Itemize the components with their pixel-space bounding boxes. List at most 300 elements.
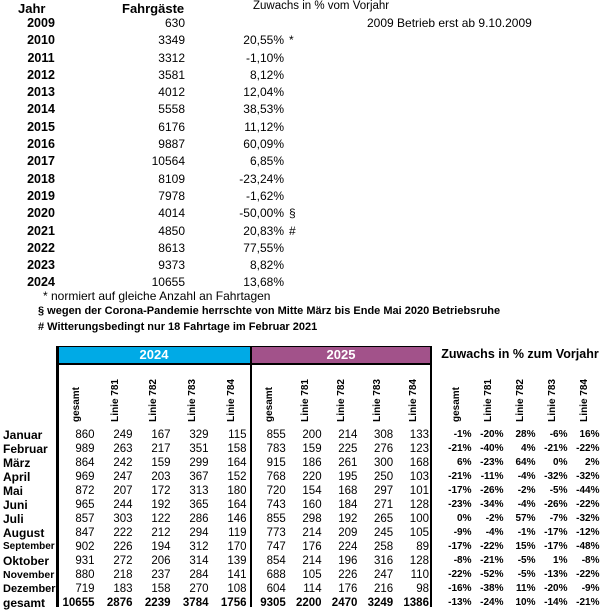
year-cell: 2010 <box>18 32 64 49</box>
growth-percent-cell: 8,12% <box>200 67 284 84</box>
yearly-row <box>0 223 600 240</box>
rotated-header-column <box>96 366 135 422</box>
passengers-cell: 8613 <box>90 240 185 257</box>
rotated-header-column <box>173 366 212 422</box>
month-label-cell: Oktober <box>3 554 56 568</box>
count-2024-cell: 294 <box>173 526 211 540</box>
line-header-2025: gesamt <box>264 387 275 422</box>
year-cell: 2020 <box>18 205 64 222</box>
column-header-zuwachs-zum-vorjahr: Zuwachs in % zum Vorjahr <box>440 346 600 365</box>
note-2009-betrieb: 2009 Betrieb erst ab 9.10.2009 <box>367 16 532 30</box>
yearly-row <box>0 84 600 101</box>
growth-percent-cell: 0% <box>441 512 473 526</box>
yearly-row <box>0 188 600 205</box>
count-2024-cell: 158 <box>135 582 173 596</box>
count-2025-cell: 214 <box>288 526 324 540</box>
yearly-row <box>0 257 600 274</box>
rotated-header-column <box>57 366 96 422</box>
count-2024-cell: 847 <box>59 526 97 540</box>
count-2025-cell: 101 <box>395 484 431 498</box>
year-cell: 2021 <box>18 223 64 240</box>
count-2024-cell: 192 <box>135 498 173 512</box>
growth-percent-cell: -1% <box>441 428 473 442</box>
count-2025-cell: 855 <box>252 512 288 526</box>
count-2024-cell: 194 <box>135 540 173 554</box>
growth-percent-cell: -13% <box>441 596 473 610</box>
growth-percent-cell: 11% <box>505 582 537 596</box>
growth-percent-cell <box>200 15 284 32</box>
growth-percent-cell: -1,10% <box>200 50 284 67</box>
yearly-row <box>0 240 600 257</box>
count-2025-cell: 154 <box>288 484 324 498</box>
count-2024-cell: 237 <box>135 568 173 582</box>
passengers-cell: 9373 <box>90 257 185 274</box>
passengers-cell: 8109 <box>90 171 185 188</box>
line-header-2024: Linie 784 <box>226 379 237 422</box>
year-cell: 2023 <box>18 257 64 274</box>
growth-percent-cell: -8% <box>441 554 473 568</box>
growth-percent-cell: 4% <box>505 442 537 456</box>
growth-percent-cell: -44% <box>569 484 600 498</box>
count-2024-cell: 263 <box>97 442 135 456</box>
count-2024-cell: 313 <box>173 484 211 498</box>
month-label-cell: Januar <box>3 428 56 442</box>
growth-percent-cell: -26% <box>537 498 569 512</box>
count-2025-cell: 216 <box>359 582 395 596</box>
growth-percent-cell: 2% <box>569 456 600 470</box>
growth-percent-cell: 12,04% <box>200 84 284 101</box>
count-2025-cell: 743 <box>252 498 288 512</box>
count-2024-cell: 329 <box>173 428 211 442</box>
year-band-2025: 2025 <box>251 346 431 365</box>
count-2025-cell: 247 <box>359 568 395 582</box>
rotated-header-column <box>504 366 536 422</box>
rotated-header-column <box>440 366 472 422</box>
count-2024-cell: 351 <box>173 442 211 456</box>
count-2024-cell: 367 <box>173 470 211 484</box>
count-2025-cell: 271 <box>359 498 395 512</box>
yearly-row <box>0 205 600 222</box>
count-2024-cell: 207 <box>97 484 135 498</box>
line-header-growth: Linie 781 <box>483 379 494 422</box>
year-cell: 2013 <box>18 84 64 101</box>
count-2024-cell: 880 <box>59 568 97 582</box>
count-2024-cell: 247 <box>97 470 135 484</box>
count-2024-cell: 864 <box>59 456 97 470</box>
monthly-row <box>0 568 600 582</box>
growth-percent-cell: -21% <box>441 470 473 484</box>
month-label-cell: November <box>3 568 56 582</box>
footnote: * normiert auf gleiche Anzahl an Fahrtagen <box>38 289 598 304</box>
count-2025-cell: 105 <box>395 526 431 540</box>
count-2024-cell: 989 <box>59 442 97 456</box>
month-label-cell: Dezember <box>3 582 56 596</box>
count-2025-cell: 133 <box>395 428 431 442</box>
passengers-cell: 10564 <box>90 153 185 170</box>
count-2025-cell: 604 <box>252 582 288 596</box>
count-2025-cell: 192 <box>324 512 360 526</box>
yearly-row <box>0 171 600 188</box>
yearly-row <box>0 136 600 153</box>
growth-percent-cell: -5% <box>505 568 537 582</box>
passengers-cell: 4014 <box>90 205 185 222</box>
line-header-2024: Linie 782 <box>148 379 159 422</box>
count-2024-cell: 203 <box>135 470 173 484</box>
count-2025-cell: 688 <box>252 568 288 582</box>
year-cell: 2019 <box>18 188 64 205</box>
growth-suffix-marker <box>289 171 307 188</box>
growth-percent-cell: -5% <box>537 484 569 498</box>
passengers-cell: 7978 <box>90 188 185 205</box>
count-2025-cell: 98 <box>395 582 431 596</box>
line-header-2025: Linie 784 <box>408 379 419 422</box>
month-label-cell: September <box>3 540 56 554</box>
count-2025-cell: 245 <box>359 526 395 540</box>
count-2024-cell: 312 <box>173 540 211 554</box>
table-border-right <box>430 346 433 607</box>
count-2024-cell: 3784 <box>173 596 211 610</box>
growth-percent-cell: -13% <box>537 568 569 582</box>
count-2025-cell: 276 <box>359 442 395 456</box>
growth-percent-cell: -32% <box>537 470 569 484</box>
count-2024-cell: 902 <box>59 540 97 554</box>
count-2024-cell: 115 <box>211 428 249 442</box>
line-header-growth: Linie 784 <box>579 379 590 422</box>
growth-percent-cell: 8,82% <box>200 257 284 274</box>
year-cell: 2016 <box>18 136 64 153</box>
growth-percent-cell: 64% <box>505 456 537 470</box>
count-2025-cell: 225 <box>324 442 360 456</box>
passengers-cell: 5558 <box>90 101 185 118</box>
column-header-zuwachs-vom-vorjahr: Zuwachs in % vom Vorjahr <box>253 0 389 12</box>
rotated-header-column <box>359 366 395 422</box>
year-cell: 2017 <box>18 153 64 170</box>
growth-percent-cell: -17% <box>441 540 473 554</box>
growth-percent-cell: 16% <box>569 428 600 442</box>
count-2024-cell: 303 <box>97 512 135 526</box>
count-2025-cell: 110 <box>395 568 431 582</box>
count-2025-cell: 768 <box>252 470 288 484</box>
monthly-row <box>0 582 600 596</box>
monthly-row <box>0 498 600 512</box>
growth-percent-cell: 57% <box>505 512 537 526</box>
line-header-2025: Linie 783 <box>372 379 383 422</box>
count-2025-cell: 114 <box>288 582 324 596</box>
monthly-row <box>0 554 600 568</box>
count-2024-cell: 119 <box>211 526 249 540</box>
passengers-cell: 4012 <box>90 84 185 101</box>
count-2025-cell: 176 <box>324 582 360 596</box>
monthly-row <box>0 484 600 498</box>
count-2024-cell: 860 <box>59 428 97 442</box>
count-2024-cell: 857 <box>59 512 97 526</box>
yearly-row <box>0 32 600 49</box>
footnote: # Witterungsbedingt nur 18 Fahrtage im Februar 2021 <box>38 320 598 335</box>
growth-percent-cell: -21% <box>537 442 569 456</box>
growth-percent-cell: -32% <box>569 512 600 526</box>
count-2025-cell: 214 <box>288 554 324 568</box>
line-headers-2024 <box>57 366 251 422</box>
rotated-header-column <box>472 366 504 422</box>
growth-percent-cell: -17% <box>537 540 569 554</box>
passengers-cell: 9887 <box>90 136 185 153</box>
growth-percent-cell: -22% <box>569 442 600 456</box>
monthly-row <box>0 442 600 456</box>
count-2024-cell: 284 <box>173 568 211 582</box>
growth-percent-cell: -22% <box>569 568 600 582</box>
growth-percent-cell: 38,53% <box>200 101 284 118</box>
count-2024-cell: 965 <box>59 498 97 512</box>
count-2024-cell: 164 <box>211 456 249 470</box>
count-2024-cell: 108 <box>211 582 249 596</box>
growth-percent-cell: -32% <box>569 470 600 484</box>
count-2025-cell: 123 <box>395 442 431 456</box>
count-2024-cell: 286 <box>173 512 211 526</box>
rotated-header-column <box>287 366 323 422</box>
count-2025-cell: 105 <box>288 568 324 582</box>
count-2024-cell: 172 <box>135 484 173 498</box>
count-2024-cell: 212 <box>135 526 173 540</box>
growth-suffix-marker <box>289 15 307 32</box>
monthly-row <box>0 470 600 484</box>
growth-suffix-marker <box>289 257 307 274</box>
year-cell: 2018 <box>18 171 64 188</box>
growth-percent-cell: -48% <box>569 540 600 554</box>
count-2025-cell: 226 <box>324 568 360 582</box>
count-2024-cell: 170 <box>211 540 249 554</box>
count-2025-cell: 855 <box>252 428 288 442</box>
growth-percent-cell: -52% <box>473 568 505 582</box>
count-2025-cell: 720 <box>252 484 288 498</box>
count-2024-cell: 969 <box>59 470 97 484</box>
count-2025-cell: 854 <box>252 554 288 568</box>
line-header-2025: Linie 782 <box>336 379 347 422</box>
count-2025-cell: 258 <box>359 540 395 554</box>
growth-percent-cell: -5% <box>505 554 537 568</box>
table-border-middle <box>250 346 253 607</box>
rotated-header-column <box>395 366 431 422</box>
count-2025-cell: 128 <box>395 554 431 568</box>
growth-percent-cell: -1% <box>505 526 537 540</box>
growth-percent-cell: -4% <box>505 470 537 484</box>
count-2025-cell: 297 <box>359 484 395 498</box>
count-2025-cell: 200 <box>288 428 324 442</box>
count-2025-cell: 159 <box>288 442 324 456</box>
line-headers-2025 <box>251 366 431 422</box>
count-2025-cell: 783 <box>252 442 288 456</box>
count-2025-cell: 89 <box>395 540 431 554</box>
count-2024-cell: 164 <box>211 498 249 512</box>
count-2025-cell: 100 <box>395 512 431 526</box>
count-2024-cell: 2239 <box>135 596 173 610</box>
month-label-cell: Mai <box>3 484 56 498</box>
growth-percent-cell: -23,24% <box>200 171 284 188</box>
count-2024-cell: 272 <box>97 554 135 568</box>
year-cell: 2011 <box>18 50 64 67</box>
count-2024-cell: 158 <box>211 442 249 456</box>
growth-suffix-marker <box>289 136 307 153</box>
count-2025-cell: 300 <box>359 456 395 470</box>
growth-percent-cell: -12% <box>569 526 600 540</box>
rotated-header-column <box>536 366 568 422</box>
growth-percent-cell: -17% <box>441 484 473 498</box>
growth-percent-cell: 20,83% <box>200 223 284 240</box>
growth-suffix-marker <box>289 240 307 257</box>
rotated-header-column <box>251 366 287 422</box>
line-headers-growth <box>440 366 600 422</box>
growth-percent-cell: -23% <box>473 456 505 470</box>
growth-percent-cell: -26% <box>473 484 505 498</box>
count-2025-cell: 9305 <box>252 596 288 610</box>
growth-percent-cell: -22% <box>569 498 600 512</box>
passengers-cell: 3312 <box>90 50 185 67</box>
growth-percent-cell: 60,09% <box>200 136 284 153</box>
line-header-2024: gesamt <box>71 387 82 422</box>
growth-percent-cell: -40% <box>473 442 505 456</box>
count-2025-cell: 773 <box>252 526 288 540</box>
yearly-row <box>0 101 600 118</box>
year-cell: 2024 <box>18 274 64 291</box>
growth-percent-cell: -21% <box>569 596 600 610</box>
growth-percent-cell: -8% <box>569 554 600 568</box>
year-band-2024: 2024 <box>57 346 251 365</box>
count-2025-cell: 2470 <box>324 596 360 610</box>
growth-percent-cell: -20% <box>473 428 505 442</box>
growth-suffix-marker: # <box>289 223 307 240</box>
line-header-growth: Linie 782 <box>515 379 526 422</box>
line-header-growth: gesamt <box>451 387 462 422</box>
growth-percent-cell: -38% <box>473 582 505 596</box>
growth-percent-cell: 13,68% <box>200 274 284 291</box>
count-2024-cell: 249 <box>97 428 135 442</box>
count-2025-cell: 1386 <box>395 596 431 610</box>
count-2025-cell: 224 <box>324 540 360 554</box>
count-2024-cell: 183 <box>97 582 135 596</box>
count-2024-cell: 244 <box>97 498 135 512</box>
growth-percent-cell: -2% <box>473 512 505 526</box>
count-2024-cell: 2876 <box>97 596 135 610</box>
count-2024-cell: 217 <box>135 442 173 456</box>
growth-percent-cell: -6% <box>537 428 569 442</box>
month-label-cell: August <box>3 526 56 540</box>
growth-percent-cell: -16% <box>441 582 473 596</box>
growth-suffix-marker <box>289 153 307 170</box>
growth-percent-cell: 15% <box>505 540 537 554</box>
growth-percent-cell: -2% <box>505 484 537 498</box>
monthly-total-row <box>0 596 600 610</box>
count-2025-cell: 168 <box>324 484 360 498</box>
count-2024-cell: 931 <box>59 554 97 568</box>
count-2025-cell: 176 <box>288 540 324 554</box>
yearly-table-header <box>0 0 600 16</box>
count-2024-cell: 242 <box>97 456 135 470</box>
count-2024-cell: 218 <box>97 568 135 582</box>
count-2025-cell: 209 <box>324 526 360 540</box>
count-2025-cell: 747 <box>252 540 288 554</box>
growth-percent-cell: 20,55% <box>200 32 284 49</box>
growth-percent-cell: -14% <box>537 596 569 610</box>
count-2025-cell: 220 <box>288 470 324 484</box>
count-2025-cell: 186 <box>288 456 324 470</box>
count-2024-cell: 365 <box>173 498 211 512</box>
growth-percent-cell: -21% <box>473 554 505 568</box>
count-2024-cell: 226 <box>97 540 135 554</box>
count-2024-cell: 222 <box>97 526 135 540</box>
growth-percent-cell: 6,85% <box>200 153 284 170</box>
growth-suffix-marker <box>289 50 307 67</box>
growth-percent-cell: -21% <box>441 442 473 456</box>
count-2025-cell: 250 <box>359 470 395 484</box>
growth-percent-cell: -4% <box>505 498 537 512</box>
month-label-cell: Juni <box>3 498 56 512</box>
count-2025-cell: 298 <box>288 512 324 526</box>
monthly-table-body <box>0 428 600 610</box>
yearly-table-body <box>0 15 600 292</box>
growth-percent-cell: -22% <box>441 568 473 582</box>
passengers-cell: 10655 <box>90 274 185 291</box>
growth-suffix-marker <box>289 188 307 205</box>
month-label-cell: April <box>3 470 56 484</box>
count-2024-cell: 10655 <box>59 596 97 610</box>
line-header-2024: Linie 781 <box>110 379 121 422</box>
growth-percent-cell: -24% <box>473 596 505 610</box>
count-2025-cell: 128 <box>395 498 431 512</box>
column-header-jahr: Jahr <box>18 1 45 16</box>
passengers-cell: 3349 <box>90 32 185 49</box>
growth-suffix-marker <box>289 119 307 136</box>
count-2025-cell: 184 <box>324 498 360 512</box>
passengers-cell: 3581 <box>90 67 185 84</box>
growth-percent-cell: 11,12% <box>200 119 284 136</box>
table-border-left <box>56 346 59 607</box>
count-2024-cell: 122 <box>135 512 173 526</box>
growth-percent-cell: 0% <box>537 456 569 470</box>
growth-percent-cell: -4% <box>473 526 505 540</box>
monthly-row <box>0 512 600 526</box>
year-cell: 2009 <box>18 15 64 32</box>
count-2024-cell: 314 <box>173 554 211 568</box>
growth-percent-cell: -9% <box>569 582 600 596</box>
yearly-row <box>0 50 600 67</box>
footnote: § wegen der Corona-Pandemie herrschte von Mitte März bis Ende Mai 2020 Betriebsruhe <box>38 304 598 319</box>
count-2025-cell: 168 <box>395 456 431 470</box>
count-2024-cell: 159 <box>135 456 173 470</box>
rotated-header-column <box>212 366 251 422</box>
count-2024-cell: 180 <box>211 484 249 498</box>
growth-percent-cell: -1,62% <box>200 188 284 205</box>
count-2025-cell: 261 <box>324 456 360 470</box>
growth-percent-cell: -17% <box>537 526 569 540</box>
growth-percent-cell: -11% <box>473 470 505 484</box>
growth-percent-cell: 77,55% <box>200 240 284 257</box>
monthly-table <box>0 346 600 607</box>
growth-percent-cell: -34% <box>473 498 505 512</box>
yearly-row <box>0 119 600 136</box>
passengers-cell: 630 <box>90 15 185 32</box>
column-header-fahrgaeste: Fahrgäste <box>122 1 184 16</box>
count-2024-cell: 270 <box>173 582 211 596</box>
count-2025-cell: 316 <box>359 554 395 568</box>
count-2025-cell: 2200 <box>288 596 324 610</box>
count-2024-cell: 719 <box>59 582 97 596</box>
growth-percent-cell: 28% <box>505 428 537 442</box>
count-2025-cell: 214 <box>324 428 360 442</box>
count-2025-cell: 160 <box>288 498 324 512</box>
yearly-row <box>0 153 600 170</box>
monthly-row <box>0 540 600 554</box>
growth-percent-cell: 1% <box>537 554 569 568</box>
growth-percent-cell: -22% <box>473 540 505 554</box>
